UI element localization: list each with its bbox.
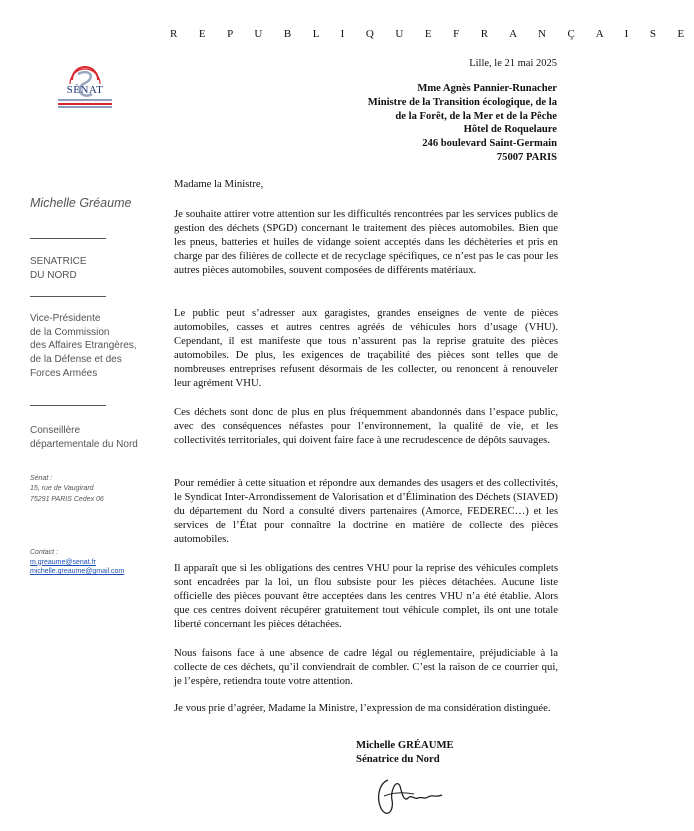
sidebar-cons-line: Conseillère (30, 425, 81, 436)
sidebar-divider (30, 296, 106, 297)
signer-title: Sénatrice du Nord (356, 753, 440, 765)
recipient-line: Ministre de la Transition écologique, de la (367, 96, 557, 108)
letter-paragraph: Il apparaît que si les obligations des centres VHU pour la reprise des véhicules complets sont encadrées par la loi, un flou subsiste pour les pièces détachées. Aucune liste officielle des pièces pouvant être acceptées dans les centres VHU n’a été établie. Alors que ces centres doivent récupérer gratuitement tout véhicule complet, ils ont une totale liberté concernant les pièces détachées. (174, 562, 558, 630)
sidebar-title-line: SENATRICE (30, 256, 87, 267)
sidebar-divider (30, 405, 106, 406)
email-link-senat[interactable]: m.greaume@senat.fr (30, 558, 96, 566)
sidebar-title-line: DU NORD (30, 270, 77, 281)
contact-label: Contact : (30, 549, 59, 556)
address-line: 75291 PARIS Cedex 06 (30, 495, 104, 503)
address-line: Sénat : (30, 475, 53, 482)
sidebar-vp-line: Vice-Présidente (30, 313, 101, 324)
recipient-line: Mme Agnès Pannier-Runacher (417, 83, 557, 94)
recipient-line: 246 boulevard Saint-Germain (422, 138, 557, 150)
sidebar-address (30, 474, 104, 505)
letter-paragraph: Pour remédier à cette situation et répondre aux demandes des usagers et des collectivités, le Syndicat Inter-Arrondissement de Valorisation et d’Élimination des Déchets (SIAVED) du département du Nord a consulté divers partenaires (Amorce, FEDEREC…) et les services de l’État pour connaître la doctrine en matière de collecte des pièces automobiles. (174, 477, 558, 545)
sidebar-divider (30, 238, 106, 239)
letter-paragraph: Je souhaite attirer votre attention sur les difficultés rencontrées par les services publics de gestion des déchets (SPGD) concernant le traitement des pièces automobiles. Bien que les pneus, batteries et huiles de vidange soient acceptés dans les déchèteries et pris en charge par des filières de collecte et de recyclage spécifiques, ce n’est pas le cas pour les autres pièces automobiles, souvent composées de différents matériaux. (174, 208, 558, 276)
sidebar-vp-line: des Affaires Etrangères, (30, 340, 137, 352)
sidebar-vp-line: Forces Armées (30, 367, 98, 379)
senat-logo-text: SÉNAT (66, 84, 104, 96)
letter-paragraph: Je vous prie d’agréer, Madame la Ministre, l’expression de ma considération distinguée. (174, 702, 551, 714)
recipient-line: 75007 PARIS (496, 151, 557, 163)
signer-block (356, 738, 454, 766)
recipient-block (368, 82, 557, 165)
sidebar-vp-line: de la Commission (30, 326, 110, 338)
letter-salutation: Madame la Ministre, (174, 178, 264, 190)
sidebar-cons-line: départementale du Nord (30, 438, 138, 450)
address-line: 15, rue de Vaugirard (30, 485, 94, 493)
recipient-line: Hôtel de Roquelaure (463, 124, 557, 136)
handwritten-signature (374, 770, 446, 820)
sidebar-vice-presidente (30, 312, 137, 381)
letter-date: Lille, le 21 mai 2025 (469, 58, 557, 69)
sidebar-sender-name: Michelle Gréaume (30, 196, 132, 210)
email-link-personal[interactable]: michelle.greaume@gmail.com (30, 568, 125, 575)
signer-name: Michelle GRÉAUME (356, 739, 454, 751)
letter-paragraph: Ces déchets sont donc de plus en plus fréquemment abandonnés dans l’espace public, avec des conséquences néfastes pour l’environnement, la qualité de vie, et les collectivités territoriales, qui doivent faire face à une recrudescence de dépôts sauvages. (174, 406, 558, 446)
sidebar-contact (30, 548, 124, 577)
letter-paragraph: Le public peut s’adresser aux garagistes, grandes enseignes de vente de pièces automobiles, casses et autres centres agréés de véhicules hors d’usage (VHU). Cependant, il est manifeste que tous n’assurent pas la reprise gratuite des pièces automobiles. De plus, les exigences de traçabilité des pièces sont telles que de nombreuses entreprises refusent désormais de les collecter, ou renoncent à renouveler leur agrément VHU. (174, 307, 558, 389)
sidebar-conseillere (30, 424, 138, 451)
sidebar-vp-line: de la Défense et des (30, 354, 122, 366)
recipient-line: de la Forêt, de la Mer et de la Pêche (395, 110, 557, 122)
sidebar-title (30, 255, 87, 283)
letter-paragraph: Nous faisons face à une absence de cadre légal ou réglementaire, préjudiciable à la collecte de ces déchets, qu’il conviendrait de combler. C’est la raison de ce courrier qui, je l’espère, retiendra toute votre attention. (174, 647, 558, 687)
header-republique: R E P U B L I Q U E F R A N Ç A I S E (170, 28, 694, 40)
